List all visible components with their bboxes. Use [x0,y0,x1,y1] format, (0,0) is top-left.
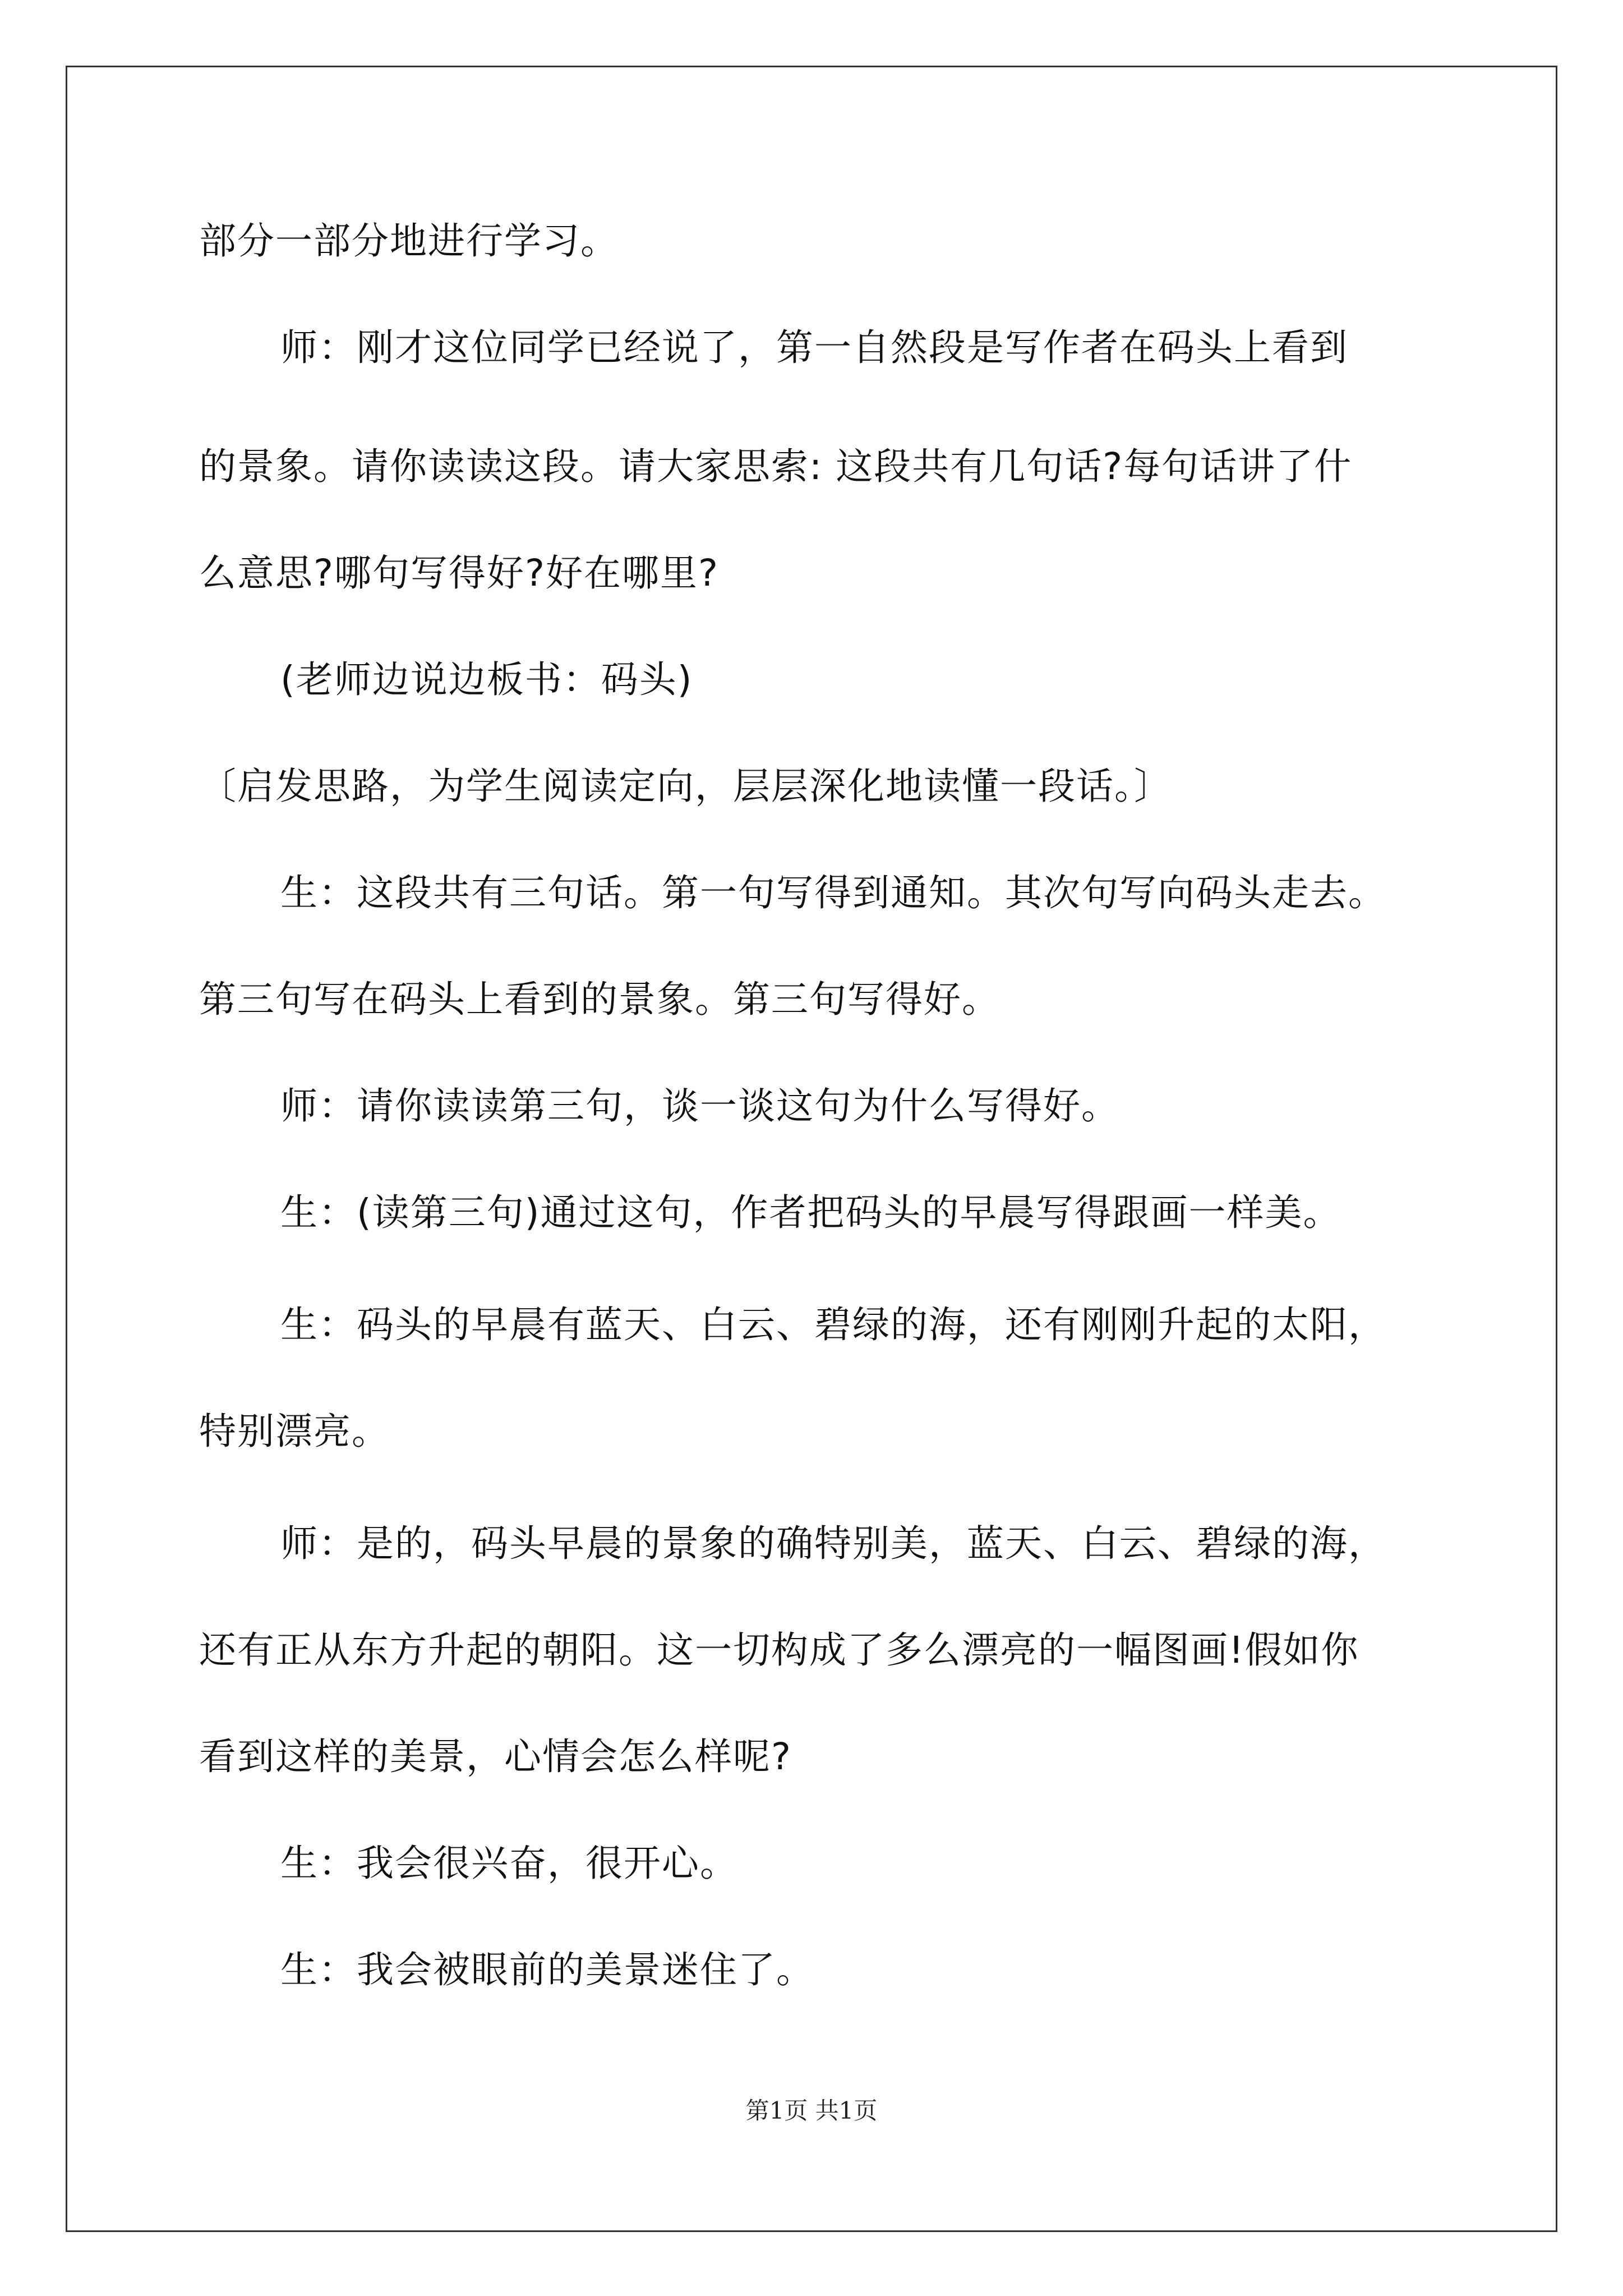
text-line: 么意思?哪句写得好?好在哪里? [199,551,720,595]
text-line: 特别漂亮。 [199,1410,390,1453]
text-line: 师：刚才这位同学已经说了，第一自然段是写作者在码头上看到 [280,326,1348,369]
page-footer: 第1页 共1页 [745,2097,878,2124]
text-line: 师：请你读读第三句，谈一谈这句为什么写得好。 [280,1084,1119,1128]
text-line: 生：我会很兴奋，很开心。 [280,1842,738,1885]
text-line: 生：我会被眼前的美景迷住了。 [280,1948,814,1991]
text-line: 生：码头的早晨有蓝天、白云、碧绿的海，还有刚刚升起的太阳， [280,1303,1386,1346]
text-line: 生：这段共有三句话。第一句写得到通知。其次句写向码头走去。 [280,871,1386,914]
text-line: 部分一部分地进行学习。 [199,219,619,263]
page-border [66,66,1557,2232]
text-line: 〔启发思路，为学生阅读定向，层层深化地读懂一段话。〕 [199,765,1172,808]
text-line: 生：(读第三句)通过这句，作者把码头的早晨写得跟画一样美。 [280,1191,1341,1234]
text-line: 的景象。请你读读这段。请大家思索: 这段共有几句话?每句话讲了什 [199,445,1353,488]
text-line: 还有正从东方升起的朝阳。这一切构成了多么漂亮的一幅图画!假如你 [199,1628,1359,1672]
text-line: 第三句写在码头上看到的景象。第三句写得好。 [199,978,1000,1021]
text-line: (老师边说边板书：码头) [280,658,693,701]
text-line: 看到这样的美景，心情会怎么样呢? [199,1735,792,1778]
text-line: 师：是的，码头早晨的景象的确特别美，蓝天、白云、碧绿的海， [280,1522,1386,1565]
